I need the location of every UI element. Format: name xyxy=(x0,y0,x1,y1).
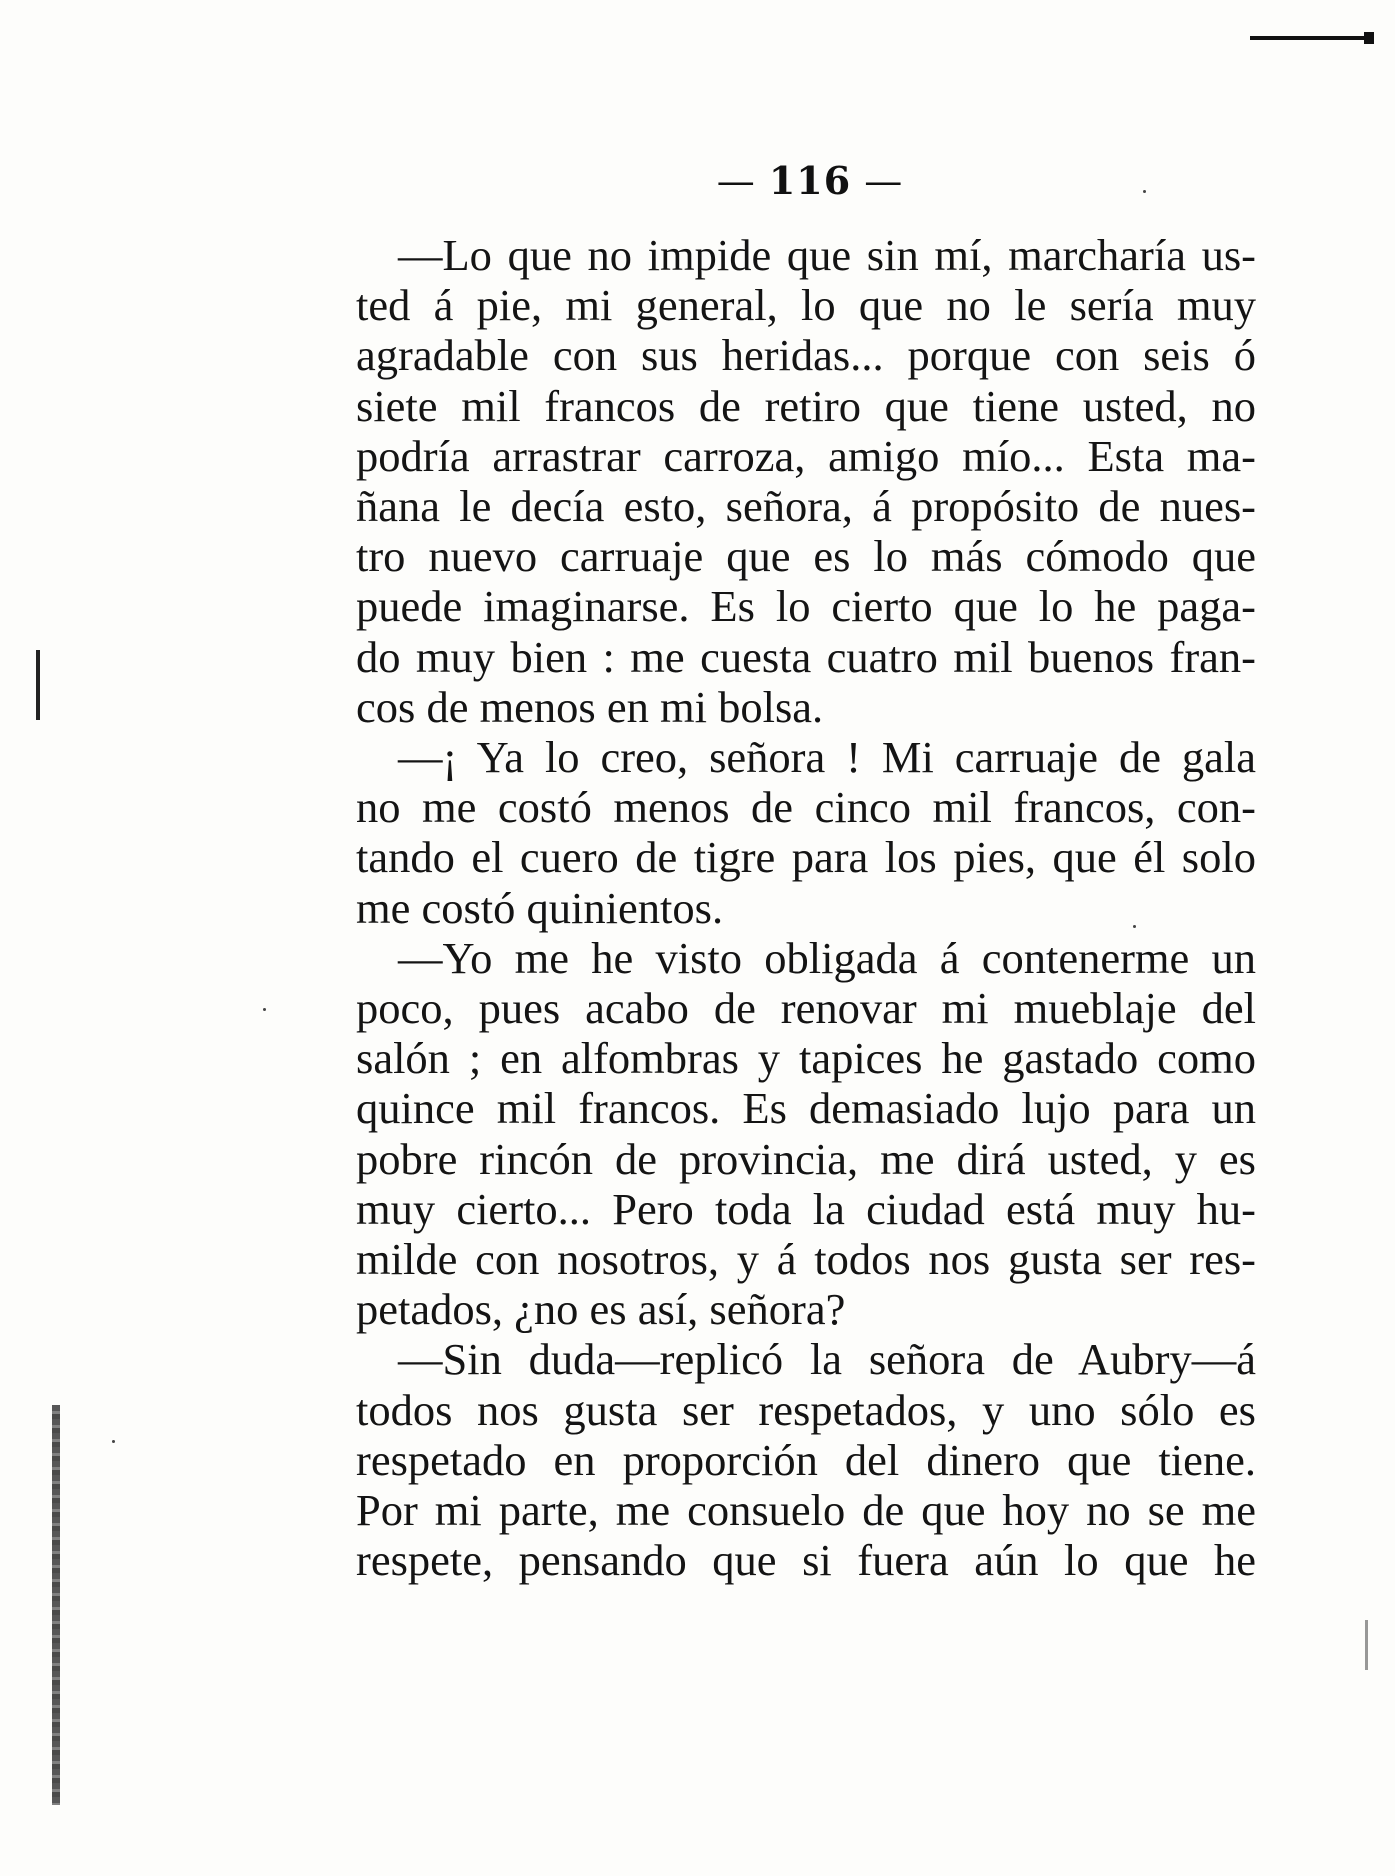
text-line: tro nuevo carruaje que es lo más cómodo que xyxy=(356,531,1256,582)
top-rule-mark xyxy=(1250,36,1370,40)
text-line: respetado en proporción del dinero que tiene. xyxy=(356,1434,1256,1485)
text-line: poco, pues acabo de renovar mi mueblaje del xyxy=(356,983,1256,1034)
text-line: no me costó menos de cinco mil francos, con- xyxy=(356,782,1256,833)
text-line: podría arrastrar carroza, amigo mío... Esta ma- xyxy=(356,430,1256,481)
page-number xyxy=(0,158,1395,203)
paragraph-3 xyxy=(356,933,1256,1335)
text-line: —Lo que no impide que sin mí, marcharía us- xyxy=(398,230,1256,280)
body-text xyxy=(356,230,1256,1585)
paragraph-1 xyxy=(356,230,1256,732)
text-line: —Sin duda—replicó la señora de Aubry—á xyxy=(398,1334,1256,1385)
text-line: todos nos gusta ser respetados, y uno sólo es xyxy=(356,1384,1256,1435)
text-line: salón ; en alfombras y tapices he gastado como xyxy=(356,1033,1256,1084)
text-line: puede imaginarse. Es lo cierto que lo he paga- xyxy=(356,581,1256,632)
text-line: pobre rincón de provincia, me dirá usted, y es xyxy=(356,1133,1256,1184)
paragraph-4 xyxy=(356,1334,1256,1585)
scan-mark-left xyxy=(36,650,40,720)
text-line: cos de menos en mi bolsa. xyxy=(356,681,824,732)
text-line: do muy bien : me cuesta cuatro mil buenos fran- xyxy=(356,631,1256,682)
text-line: Por mi parte, me consuelo de que hoy no se me xyxy=(356,1485,1256,1536)
text-line: tando el cuero de tigre para los pies, que él solo xyxy=(356,832,1256,883)
text-line: milde con nosotros, y á todos nos gusta ser res- xyxy=(356,1234,1256,1285)
speck xyxy=(263,1008,266,1011)
text-line: me costó quinientos. xyxy=(356,882,724,933)
text-line: ñana le decía esto, señora, á propósito de nues- xyxy=(356,481,1256,532)
text-line: respete, pensando que si fuera aún lo que he xyxy=(356,1535,1256,1586)
text-line: ted á pie, mi general, lo que no le sería muy xyxy=(356,280,1256,331)
speck xyxy=(112,1440,115,1443)
text-line: muy cierto... Pero toda la ciudad está muy hu- xyxy=(356,1183,1256,1234)
text-line: siete mil francos de retiro que tiene usted, no xyxy=(356,380,1256,431)
text-line: —Yo me he visto obligada á contenerme un xyxy=(398,932,1256,983)
page-number-prefix: — xyxy=(716,159,769,203)
page-number-value: 116 xyxy=(768,158,852,203)
binding-edge-artifact xyxy=(52,1405,60,1805)
paragraph-2 xyxy=(356,732,1256,933)
page-number-suffix: — xyxy=(851,159,904,203)
text-line: agradable con sus heridas... porque con seis ó xyxy=(356,330,1256,381)
text-line: quince mil francos. Es demasiado lujo para un xyxy=(356,1083,1256,1134)
text-line: petados, ¿no es así, señora? xyxy=(356,1284,846,1335)
scan-mark-right xyxy=(1365,1620,1368,1670)
text-line: —¡ Ya lo creo, señora ! Mi carruaje de gala xyxy=(398,732,1256,783)
